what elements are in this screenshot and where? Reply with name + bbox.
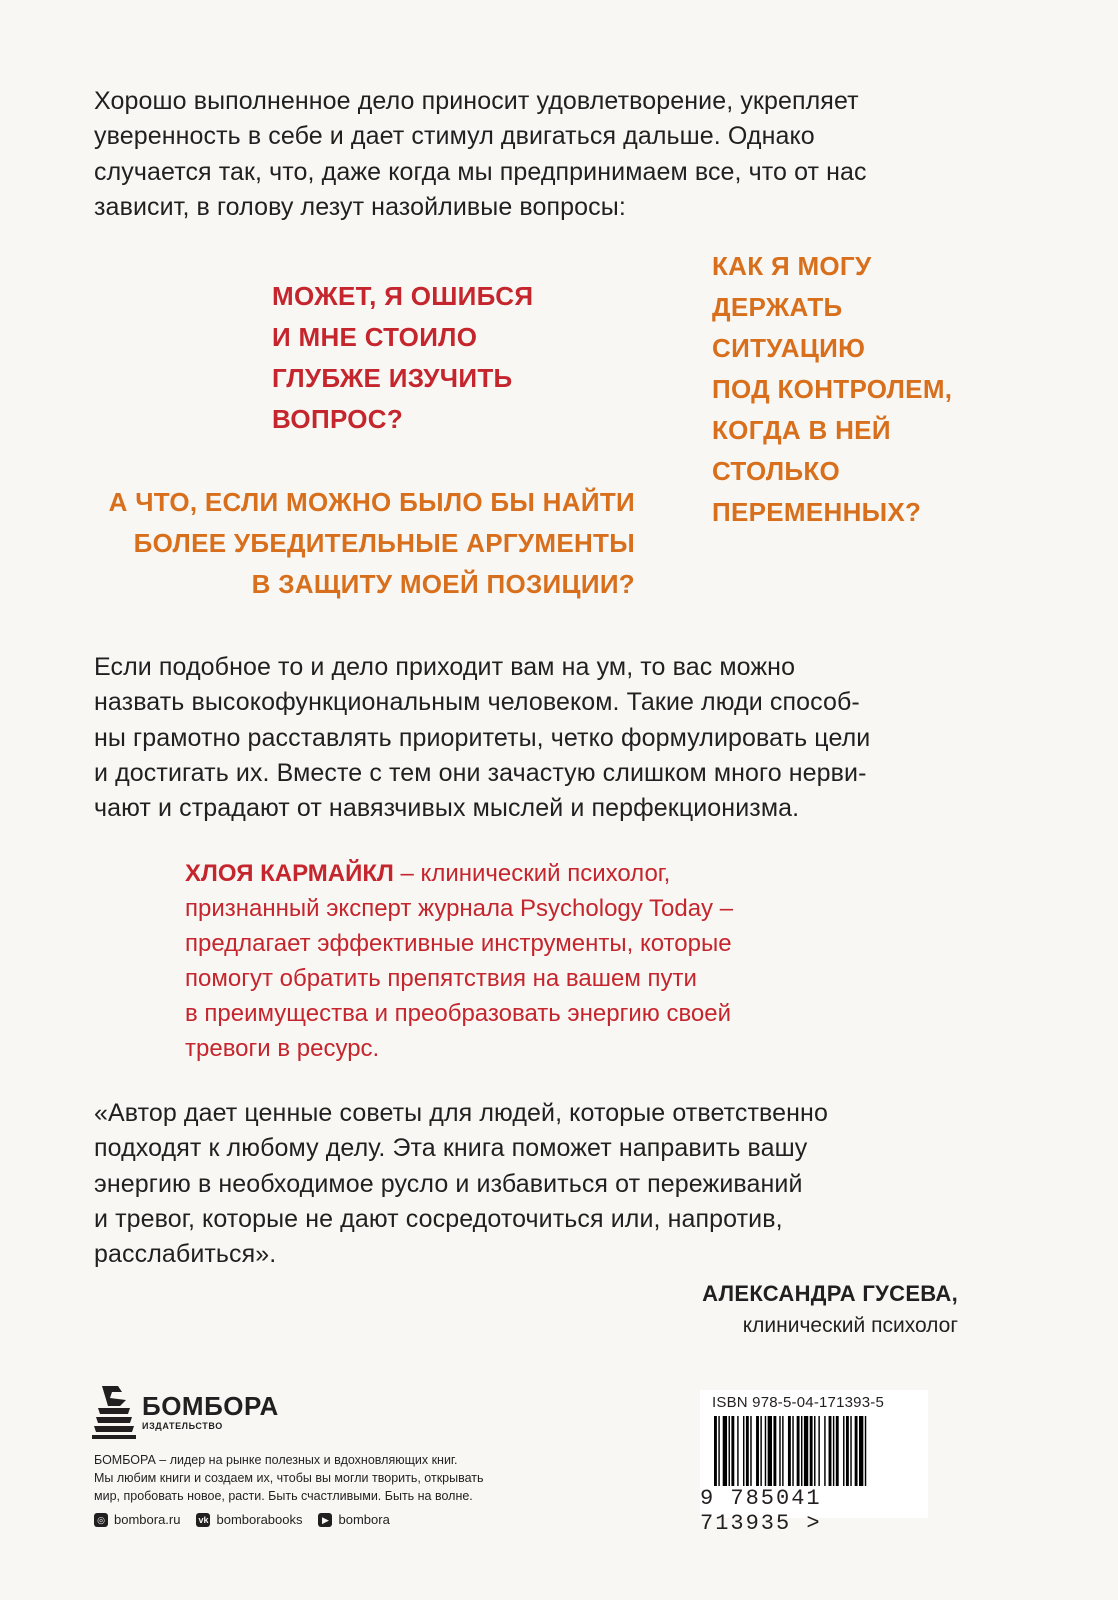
barcode-bar <box>782 1416 783 1486</box>
question-red <box>272 276 533 440</box>
question-line: В ЗАЩИТУ МОЕЙ ПОЗИЦИИ? <box>251 569 635 599</box>
barcode-box <box>700 1390 928 1536</box>
barcode-bar <box>737 1416 738 1486</box>
barcode-bar <box>846 1416 849 1486</box>
question-line: ДЕРЖАТЬ <box>712 292 843 322</box>
blurb-line: мир, пробовать новое, расти. Быть счастливыми. Быть на волне. <box>94 1489 473 1503</box>
barcode-bar <box>850 1416 851 1486</box>
body-line: Если подобное то и дело приходит вам на ум, то вас можно <box>94 653 796 681</box>
social-label: bombora <box>338 1512 390 1527</box>
quote-line: «Автор дает ценные советы для людей, которые ответственно <box>94 1099 828 1127</box>
barcode-bar <box>829 1416 832 1486</box>
author-line: тревоги в ресурс. <box>185 1035 380 1062</box>
signature-name: АЛЕКСАНДРА ГУСЕВА, <box>702 1281 958 1306</box>
quote-signature <box>702 1278 958 1342</box>
barcode-bar <box>788 1416 791 1486</box>
question-line: ВОПРОС? <box>272 404 404 434</box>
social-link-youtube[interactable] <box>318 1512 389 1527</box>
quote-line: и тревог, которые не дают сосредоточиться или, напротив, <box>94 1204 783 1233</box>
social-link-vk[interactable] <box>196 1512 302 1527</box>
barcode-bar <box>723 1416 727 1486</box>
barcode-bars <box>710 1416 918 1486</box>
barcode-bar <box>760 1416 761 1486</box>
social-link-site[interactable] <box>94 1512 180 1527</box>
barcode-bar <box>814 1416 815 1486</box>
author-line: предлагает эффективные инструменты, которые <box>185 930 732 957</box>
body-paragraph <box>94 650 870 826</box>
barcode-bar <box>756 1416 759 1486</box>
question-line: ПОД КОНТРОЛЕМ, <box>712 374 953 404</box>
barcode-bar <box>773 1416 776 1486</box>
question-line: БОЛЕЕ УБЕДИТЕЛЬНЫЕ АРГУМЕНТЫ <box>133 528 635 558</box>
question-line: СТОЛЬКО <box>712 456 841 486</box>
author-line: признанный эксперт журнала Psychology Today – <box>185 895 734 922</box>
barcode-bar <box>792 1416 793 1486</box>
publisher-logo-sub: ИЗДАТЕЛЬСТВО <box>142 1421 223 1431</box>
barcode-bar <box>843 1416 844 1486</box>
body-line: ны грамотно расставлять приоритеты, четко формулировать цели <box>94 723 871 752</box>
intro-line: зависит, в голову лезут назойливые вопросы: <box>94 192 626 221</box>
question-line: КАК Я МОГУ <box>712 251 872 281</box>
youtube-icon: ▶ <box>318 1513 332 1527</box>
barcode-bar <box>797 1416 800 1486</box>
intro-line: случается так, что, даже когда мы предпринимаем все, что от нас <box>94 157 867 186</box>
intro-paragraph <box>94 84 867 225</box>
body-line: чают и страдают от навязчивых мыслей и перфекционизма. <box>94 794 800 823</box>
intro-line: Хорошо выполненное дело приносит удовлетворение, укрепляет <box>94 87 859 115</box>
social-label: bomborabooks <box>216 1512 303 1527</box>
barcode-bar <box>833 1416 834 1486</box>
author-line: в преимущества и преобразовать энергию своей <box>185 1000 732 1027</box>
author-first-line: – клинический психолог, <box>393 860 671 887</box>
question-orange-right <box>712 246 952 533</box>
barcode-bar <box>743 1416 744 1486</box>
barcode-bar <box>804 1416 808 1486</box>
barcode-bar <box>836 1416 839 1486</box>
barcode-bar <box>859 1416 863 1486</box>
question-line: СИТУАЦИЮ <box>712 333 866 363</box>
quote-line: подходят к любому делу. Эта книга поможет направить вашу <box>94 1134 808 1163</box>
barcode-bar <box>714 1416 717 1486</box>
question-line: И МНЕ СТОИЛО <box>272 322 478 352</box>
intro-line: уверенность в себе и дает стимул двигаться дальше. Однако <box>94 122 815 151</box>
globe-icon: ◎ <box>94 1513 108 1527</box>
question-line: ГЛУБЖЕ ИЗУЧИТЬ <box>272 363 513 393</box>
question-orange-left <box>109 482 635 605</box>
quote-paragraph <box>94 1096 828 1272</box>
barcode-bar <box>729 1416 730 1486</box>
rider-logo-icon <box>92 1384 136 1440</box>
barcode-bar <box>746 1416 749 1486</box>
question-line: МОЖЕТ, Я ОШИБСЯ <box>272 281 534 311</box>
question-line: КОГДА В НЕЙ <box>712 415 891 445</box>
barcode-bar <box>824 1416 825 1486</box>
barcode-bar <box>801 1416 802 1486</box>
social-links <box>94 1512 390 1527</box>
barcode-bar <box>765 1416 766 1486</box>
barcode-bar <box>768 1416 772 1486</box>
body-line: назвать высокофункциональным человеком. Такие люди способ- <box>94 688 860 717</box>
body-line: и достигать их. Вместе с тем они зачастую слишком много нерви- <box>94 758 867 787</box>
question-line: ПЕРЕМЕННЫХ? <box>712 497 922 527</box>
author-description <box>185 856 733 1066</box>
barcode-bar <box>865 1416 866 1486</box>
isbn-label: ISBN 978-5-04-171393-5 <box>712 1394 885 1411</box>
author-name: ХЛОЯ КАРМАЙКЛ <box>185 860 394 887</box>
signature-role: клинический психолог <box>742 1314 958 1337</box>
vk-icon: vk <box>198 1514 209 1525</box>
barcode-bar <box>779 1416 780 1486</box>
question-line: А ЧТО, ЕСЛИ МОЖНО БЫЛО БЫ НАЙТИ <box>108 487 635 517</box>
author-line: помогут обратить препятствия на вашем пути <box>185 965 697 992</box>
publisher-logo-text: БОМБОРА <box>142 1391 279 1421</box>
barcode-bar <box>818 1416 819 1486</box>
barcode-bar <box>718 1416 719 1486</box>
publisher-blurb <box>94 1451 484 1505</box>
barcode-bar <box>855 1416 858 1486</box>
barcode-bar <box>810 1416 813 1486</box>
blurb-line: БОМБОРА – лидер на рынке полезных и вдохновляющих книг. <box>94 1453 458 1467</box>
quote-line: энергию в необходимое русло и избавиться от переживаний <box>94 1169 803 1198</box>
barcode-bar <box>750 1416 751 1486</box>
barcode-digits: 9 785041 713935 > <box>700 1486 822 1536</box>
social-label: bombora.ru <box>114 1512 181 1527</box>
barcode-bar <box>731 1416 734 1486</box>
quote-line: расслабиться». <box>94 1240 277 1269</box>
blurb-line: Мы любим книги и создаем их, чтобы вы могли творить, открывать <box>94 1471 484 1485</box>
publisher-logo <box>92 1384 279 1440</box>
